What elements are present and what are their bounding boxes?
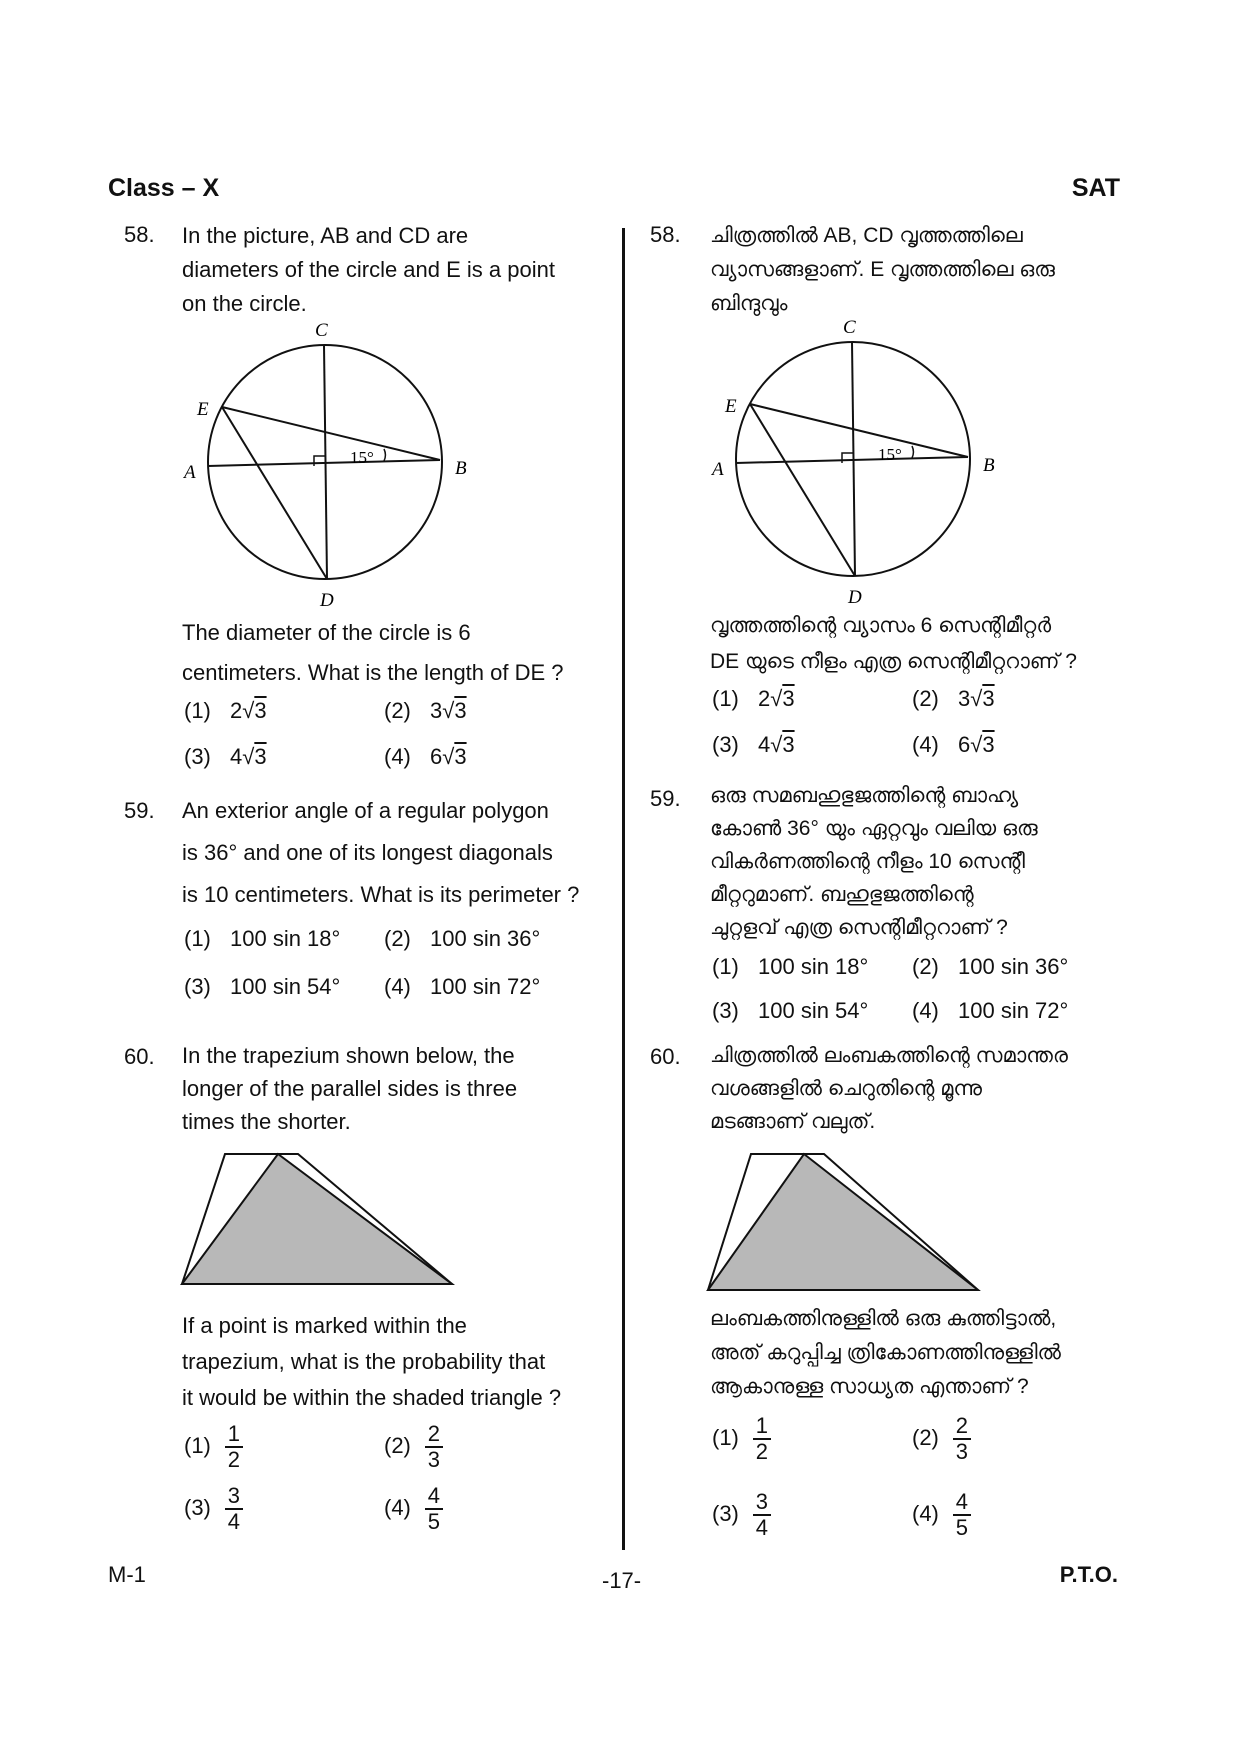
ml-q60-number: 60.	[650, 1044, 681, 1069]
q58-after-line-1: The diameter of the circle is 6	[182, 620, 471, 645]
ml-q58-circle-figure	[698, 315, 998, 615]
q60-question	[182, 1308, 602, 1416]
q60-option-4[interactable]: (4) $\frac{4}{5}$	[384, 1484, 443, 1534]
ml-q58-line-2: വ്യാസങ്ങളാണ്. E വൃത്തത്തിലെ ഒരു	[710, 258, 1055, 281]
ml-q60-after-line-2: അത് കറുപ്പിച്ച ത്രികോണത്തിനുള്ളിൽ	[710, 1341, 1061, 1364]
ml-q59-line-1: ഒരു സമബഹുഭുജത്തിന്റെ ബാഹ്യ	[710, 784, 1019, 807]
ml-q58-line-3: ബിന്ദുവും	[710, 292, 788, 315]
ml-q58-option-1[interactable]: (1) 2√3	[712, 686, 795, 711]
ml-q59-text	[710, 779, 1130, 944]
q58-number: 58.	[124, 222, 155, 247]
ml-q59-option-4[interactable]: (4) 100 sin 72°	[912, 998, 1069, 1023]
q59-line-2: is 36° and one of its longest diagonals	[182, 840, 553, 865]
q58-label-a: A	[184, 462, 196, 483]
ml-q59-line-4: മീറ്ററുമാണ്. ബഹുഭുജത്തിന്റെ	[710, 883, 974, 906]
ml-q58-label-a: A	[712, 459, 724, 480]
q60-after-line-2: trapezium, what is the probability that	[182, 1349, 546, 1374]
ml-q58-angle-label: 15°	[878, 445, 902, 464]
q58-text	[182, 219, 592, 321]
q59-line-1: An exterior angle of a regular polygon	[182, 798, 549, 823]
pto-label: P.T.O.	[1059, 1562, 1118, 1587]
ml-q58-label-b: B	[983, 455, 995, 476]
ml-q60-option-2[interactable]: (2) $\frac{2}{3}$	[912, 1414, 971, 1464]
q58-label-d: D	[320, 590, 334, 611]
ml-q60-after-line-1: ലംബകത്തിനുള്ളിൽ ഒരു കുത്തിട്ടാൽ,	[710, 1307, 1057, 1330]
ml-q58-option-3[interactable]: (3) 4√3	[712, 732, 795, 757]
q58-label-e: E	[197, 399, 209, 420]
booklet-code: M-1	[108, 1562, 146, 1587]
q60-option-3[interactable]: (3) $\frac{3}{4}$	[184, 1484, 243, 1534]
q60-line-1: In the trapezium shown below, the	[182, 1043, 515, 1068]
q59-option-3[interactable]: (3) 100 sin 54°	[184, 974, 341, 999]
ml-q58-number: 58.	[650, 222, 681, 247]
ml-q60-option-1[interactable]: (1) $\frac{1}{2}$	[712, 1414, 771, 1464]
class-label: Class – X	[108, 174, 220, 202]
q59-option-2[interactable]: (2) 100 sin 36°	[384, 926, 541, 951]
q60-line-3: times the shorter.	[182, 1109, 351, 1134]
q58-option-3[interactable]: (3) 4√3	[184, 744, 267, 769]
ml-q59-number: 59.	[650, 786, 681, 811]
ml-q60-text	[710, 1039, 1130, 1138]
q60-trapezium-figure	[180, 1150, 460, 1290]
q60-number: 60.	[124, 1044, 155, 1069]
ml-q58-option-2[interactable]: (2) 3√3	[912, 686, 995, 711]
ml-q59-option-2[interactable]: (2) 100 sin 36°	[912, 954, 1069, 979]
ml-q60-option-3[interactable]: (3) $\frac{3}{4}$	[712, 1490, 771, 1540]
ml-q58-label-d: D	[848, 587, 862, 608]
q58-circle-figure	[170, 318, 470, 618]
q59-number: 59.	[124, 798, 155, 823]
ml-q60-option-4[interactable]: (4) $\frac{4}{5}$	[912, 1490, 971, 1540]
ml-q58-text	[710, 219, 1130, 321]
q58-option-1[interactable]: (1) 2√3	[184, 698, 267, 723]
ml-q60-trapezium-figure	[706, 1150, 986, 1296]
ml-q58-label-c: C	[843, 317, 856, 338]
q58-after-line-2: centimeters. What is the length of DE ?	[182, 660, 564, 685]
ml-q59-option-3[interactable]: (3) 100 sin 54°	[712, 998, 869, 1023]
q60-after-line-1: If a point is marked within the	[182, 1313, 467, 1338]
ml-q60-question	[710, 1302, 1130, 1404]
ml-q58-label-e: E	[725, 396, 737, 417]
ml-q58-question	[710, 608, 1130, 680]
ml-q58-after-line-2: DE യുടെ നീളം എത്ര സെന്റിമീറ്ററാണ് ?	[710, 650, 1077, 673]
ml-q59-line-5: ചുറ്റളവ് എത്ര സെന്റിമീറ്ററാണ് ?	[710, 916, 1008, 939]
q60-text	[182, 1039, 592, 1138]
q58-label-c: C	[315, 320, 328, 341]
ml-q59-option-1[interactable]: (1) 100 sin 18°	[712, 954, 869, 979]
q60-after-line-3: it would be within the shaded triangle ?	[182, 1385, 562, 1410]
ml-q58-option-4[interactable]: (4) 6√3	[912, 732, 995, 757]
exam-label: SAT	[1071, 174, 1120, 202]
ml-q58-after-line-1: വൃത്തത്തിന്റെ വ്യാസം 6 സെന്റിമീറ്റർ	[710, 614, 1052, 637]
ml-q60-line-3: മടങ്ങാണ് വലുത്.	[710, 1110, 876, 1133]
q58-angle-label: 15°	[350, 448, 374, 467]
q59-line-3: is 10 centimeters. What is its perimeter ?	[182, 882, 580, 907]
q58-option-2[interactable]: (2) 3√3	[384, 698, 467, 723]
q60-line-2: longer of the parallel sides is three	[182, 1076, 518, 1101]
ml-q58-line-1: ചിത്രത്തിൽ AB, CD വൃത്തത്തിലെ	[710, 224, 1023, 247]
ml-q60-line-2: വശങ്ങളിൽ ചെറുതിന്റെ മൂന്നു	[710, 1077, 983, 1100]
q58-option-4[interactable]: (4) 6√3	[384, 744, 467, 769]
q60-option-2[interactable]: (2) $\frac{2}{3}$	[384, 1422, 443, 1472]
q59-option-4[interactable]: (4) 100 sin 72°	[384, 974, 541, 999]
q58-line-1: In the picture, AB and CD are	[182, 223, 469, 248]
q58-line-2: diameters of the circle and E is a point	[182, 257, 555, 282]
q58-line-3: on the circle.	[182, 291, 307, 316]
page-number: -17-	[602, 1568, 642, 1593]
q59-text	[182, 790, 602, 916]
q58-label-b: B	[455, 458, 467, 479]
column-divider	[622, 228, 625, 1550]
q59-option-1[interactable]: (1) 100 sin 18°	[184, 926, 341, 951]
ml-q59-line-3: വികർണത്തിന്റെ നീളം 10 സെന്റീ	[710, 850, 1025, 873]
q60-option-1[interactable]: (1) $\frac{1}{2}$	[184, 1422, 243, 1472]
ml-q59-line-2: കോൺ 36° യും ഏറ്റവും വലിയ ഒരു	[710, 817, 1038, 840]
ml-q60-after-line-3: ആകാനുള്ള സാധ്യത എന്താണ് ?	[710, 1375, 1029, 1398]
ml-q60-line-1: ചിത്രത്തിൽ ലംബകത്തിന്റെ സമാന്തര	[710, 1044, 1068, 1067]
q58-question	[182, 613, 592, 693]
